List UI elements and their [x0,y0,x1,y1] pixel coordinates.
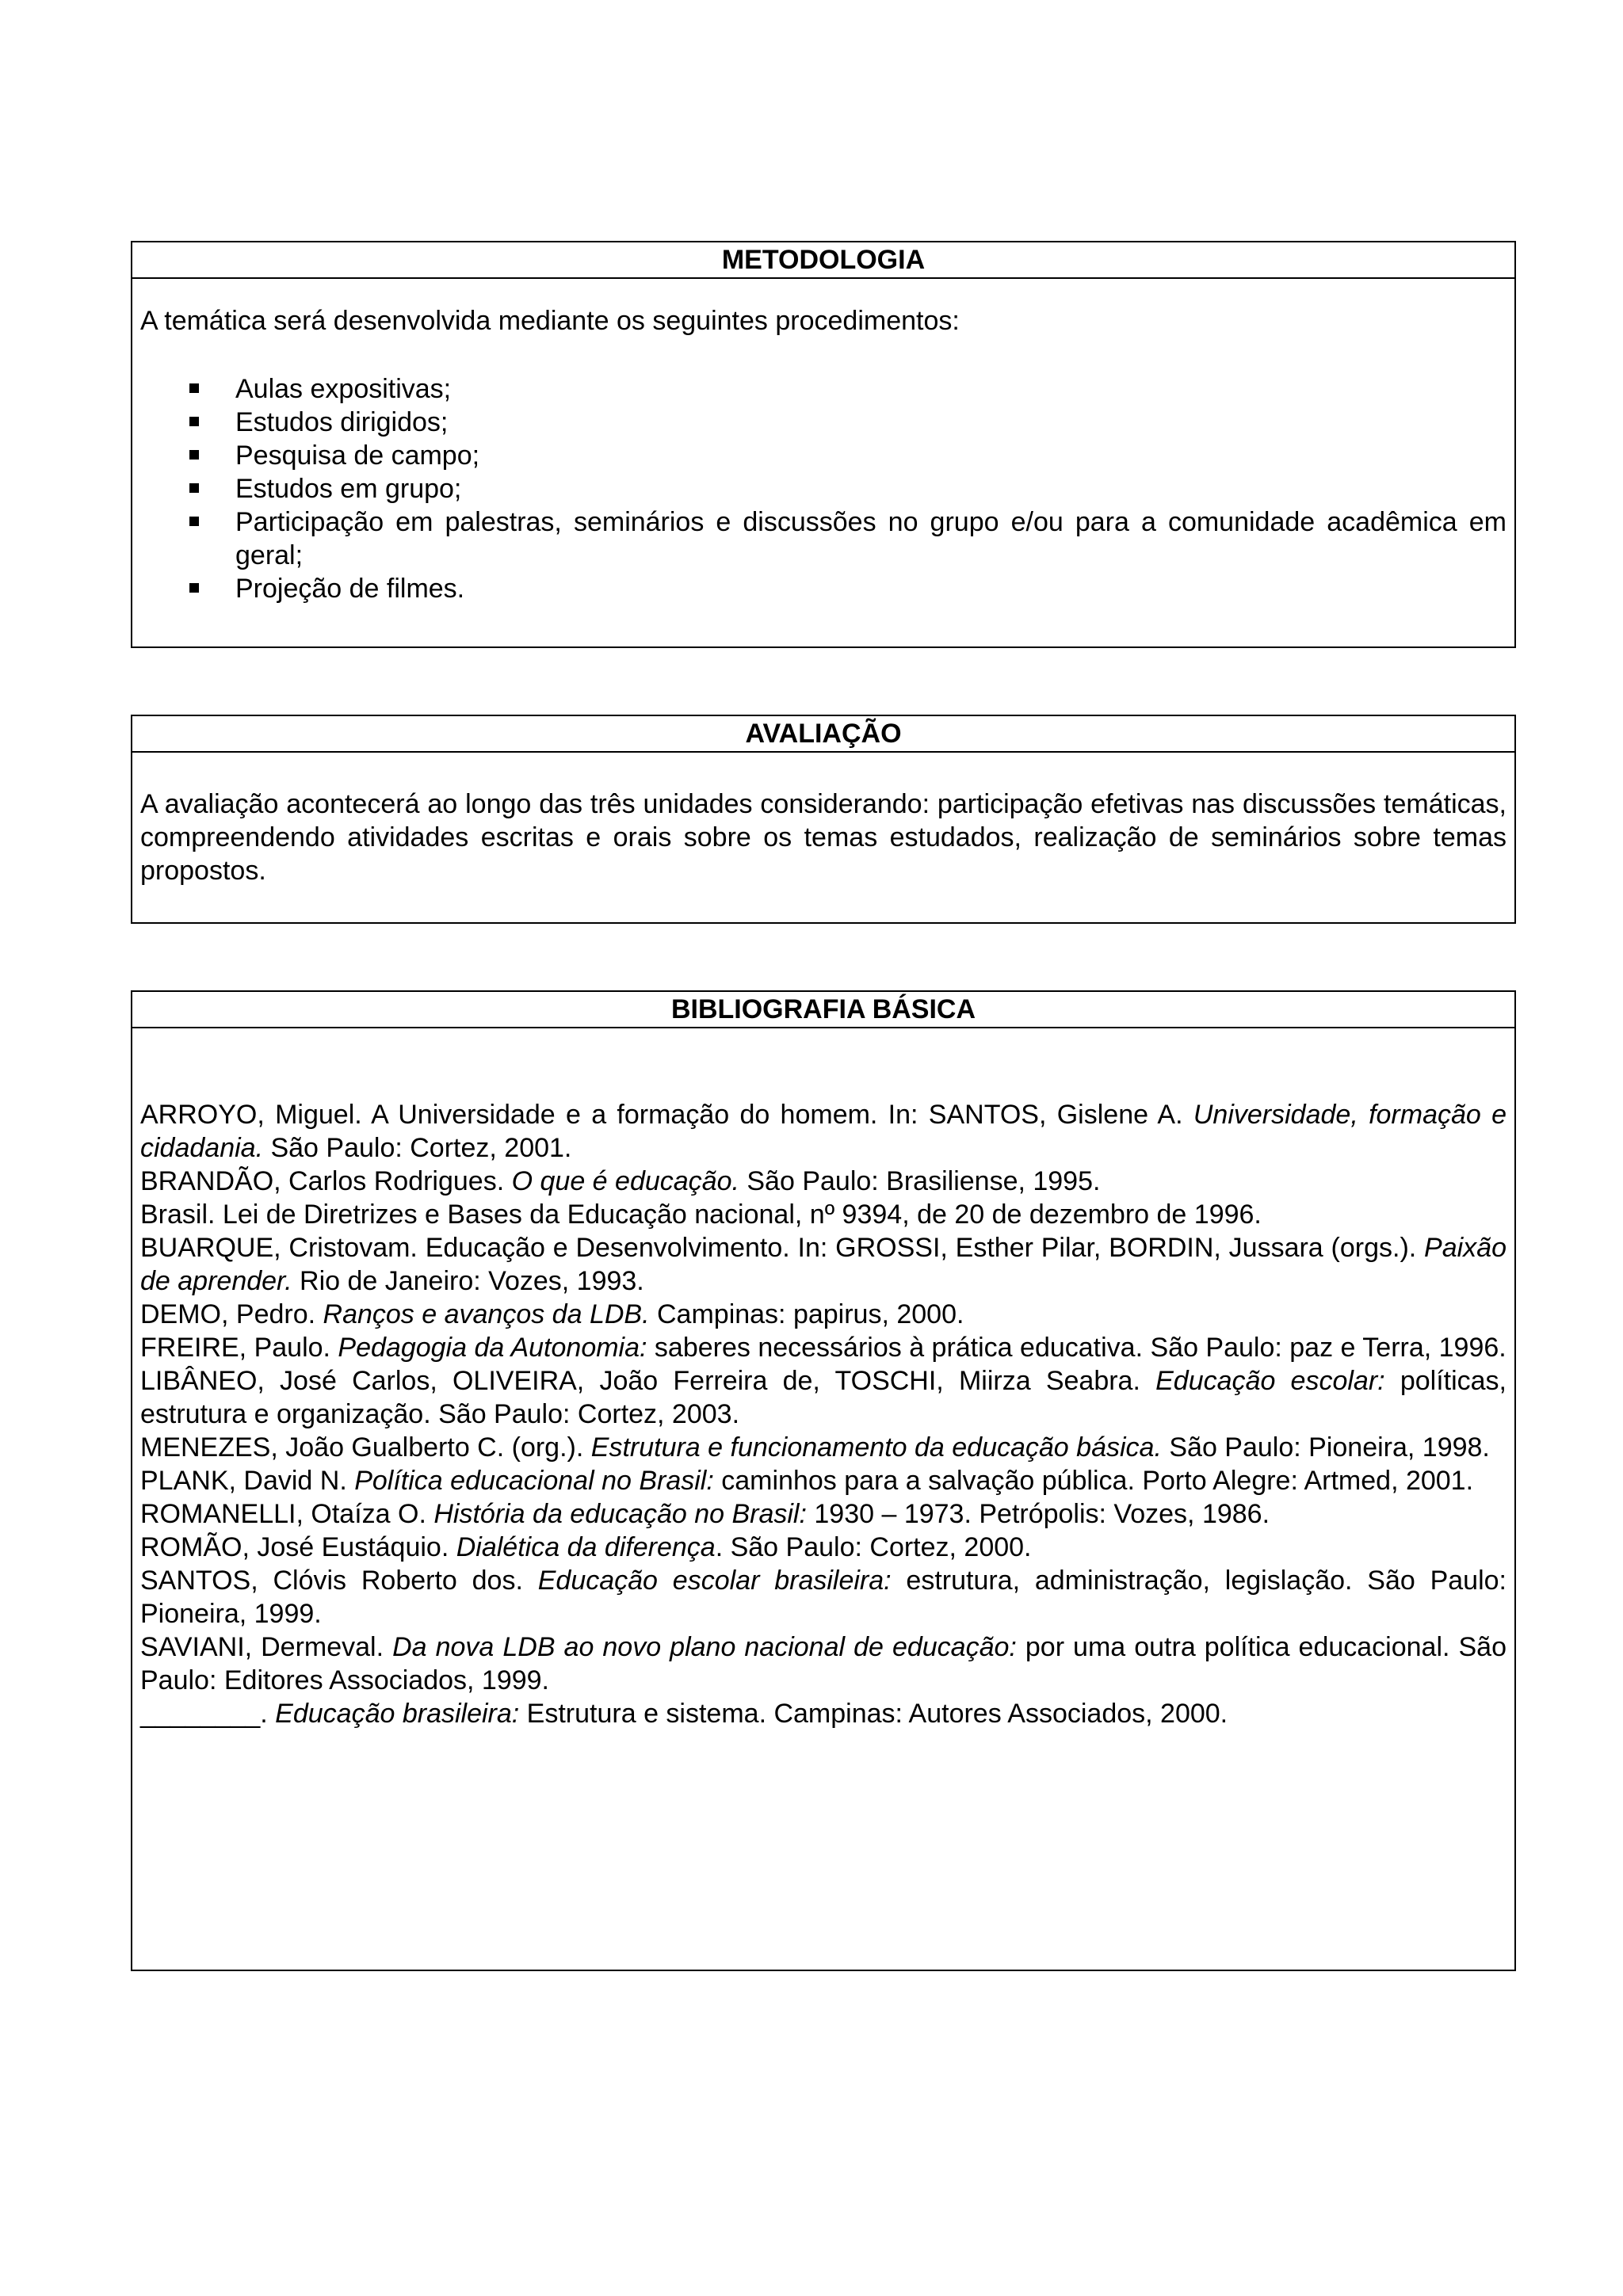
reference-item: LIBÂNEO, José Carlos, OLIVEIRA, João Ferreira de, TOSCHI, Miirza Seabra. Educação escolar: políticas, estrutura e organização. São Paulo: Cortez, 2003. [140,1366,1507,1429]
reference-item: BUARQUE, Cristovam. Educação e Desenvolvimento. In: GROSSI, Esther Pilar, BORDIN, Jussara (orgs.). Paixão de aprender. Rio de Janeiro: Vozes, 1993. [140,1233,1507,1296]
list-item: Pesquisa de campo; [140,439,1507,472]
reference-item: ROMANELLI, Otaíza O. História da educação no Brasil: 1930 – 1973. Petrópolis: Vozes, 1986. [140,1499,1270,1529]
metodologia-intro: A temática será desenvolvida mediante os seguintes procedimentos: [140,306,960,336]
bibliografia-section [131,990,1516,1971]
square-bullet-icon [189,417,199,426]
reference-item: FREIRE, Paulo. Pedagogia da Autonomia: saberes necessários à prática educativa. São Paulo: paz e Terra, 1996. [140,1333,1507,1363]
reference-item: PLANK, David N. Política educacional no Brasil: caminhos para a salvação pública. Porto Alegre: Artmed, 2001. [140,1466,1474,1496]
reference-item: DEMO, Pedro. Ranços e avanços da LDB. Campinas: papirus, 2000. [140,1299,964,1329]
list-item: Projeção de filmes. [140,572,1507,605]
square-bullet-icon [189,483,199,493]
reference-list [140,1028,1507,1730]
avaliacao-text: A avaliação acontecerá ao longo das três unidades considerando: participação efetivas nas discussões temáticas, compreendendo atividades escritas e orais sobre os temas estudados, realização de seminários sobre temas propostos. [140,789,1507,886]
square-bullet-icon [189,517,199,526]
bibliografia-title: BIBLIOGRAFIA BÁSICA [132,992,1514,1028]
metodologia-title: METODOLOGIA [132,242,1514,279]
reference-item: MENEZES, João Gualberto C. (org.). Estrutura e funcionamento da educação básica. São Paulo: Pioneira, 1998. [140,1432,1490,1463]
reference-item: SANTOS, Clóvis Roberto dos. Educação escolar brasileira: estrutura, administração, legislação. São Paulo: Pioneira, 1999. [140,1566,1507,1629]
list-item: Estudos em grupo; [140,472,1507,505]
reference-item: SAVIANI, Dermeval. Da nova LDB ao novo plano nacional de educação: por uma outra política educacional. São Paulo: Editores Associados, 1999. [140,1632,1507,1695]
reference-item: ________. Educação brasileira: Estrutura e sistema. Campinas: Autores Associados, 2000. [140,1699,1228,1729]
square-bullet-icon [189,583,199,593]
avaliacao-title: AVALIAÇÃO [132,716,1514,753]
procedimentos-list [140,372,1507,605]
list-item: Aulas expositivas; [140,372,1507,406]
reference-item: ARROYO, Miguel. A Universidade e a formação do homem. In: SANTOS, Gislene A. Universidade, formação e cidadania. São Paulo: Cortez, 2001. [140,1100,1507,1163]
list-item: Estudos dirigidos; [140,406,1507,439]
reference-item: ROMÃO, José Eustáquio. Dialética da diferença. São Paulo: Cortez, 2000. [140,1532,1032,1562]
square-bullet-icon [189,383,199,393]
avaliacao-section [131,715,1516,924]
list-item: Participação em palestras, seminários e discussões no grupo e/ou para a comunidade acadêmica em geral; [140,505,1507,572]
reference-item: BRANDÃO, Carlos Rodrigues. O que é educação. São Paulo: Brasiliense, 1995. [140,1166,1101,1196]
metodologia-section [131,241,1516,648]
square-bullet-icon [189,450,199,460]
reference-item: Brasil. Lei de Diretrizes e Bases da Educação nacional, nº 9394, de 20 de dezembro de 1996. [140,1199,1262,1230]
